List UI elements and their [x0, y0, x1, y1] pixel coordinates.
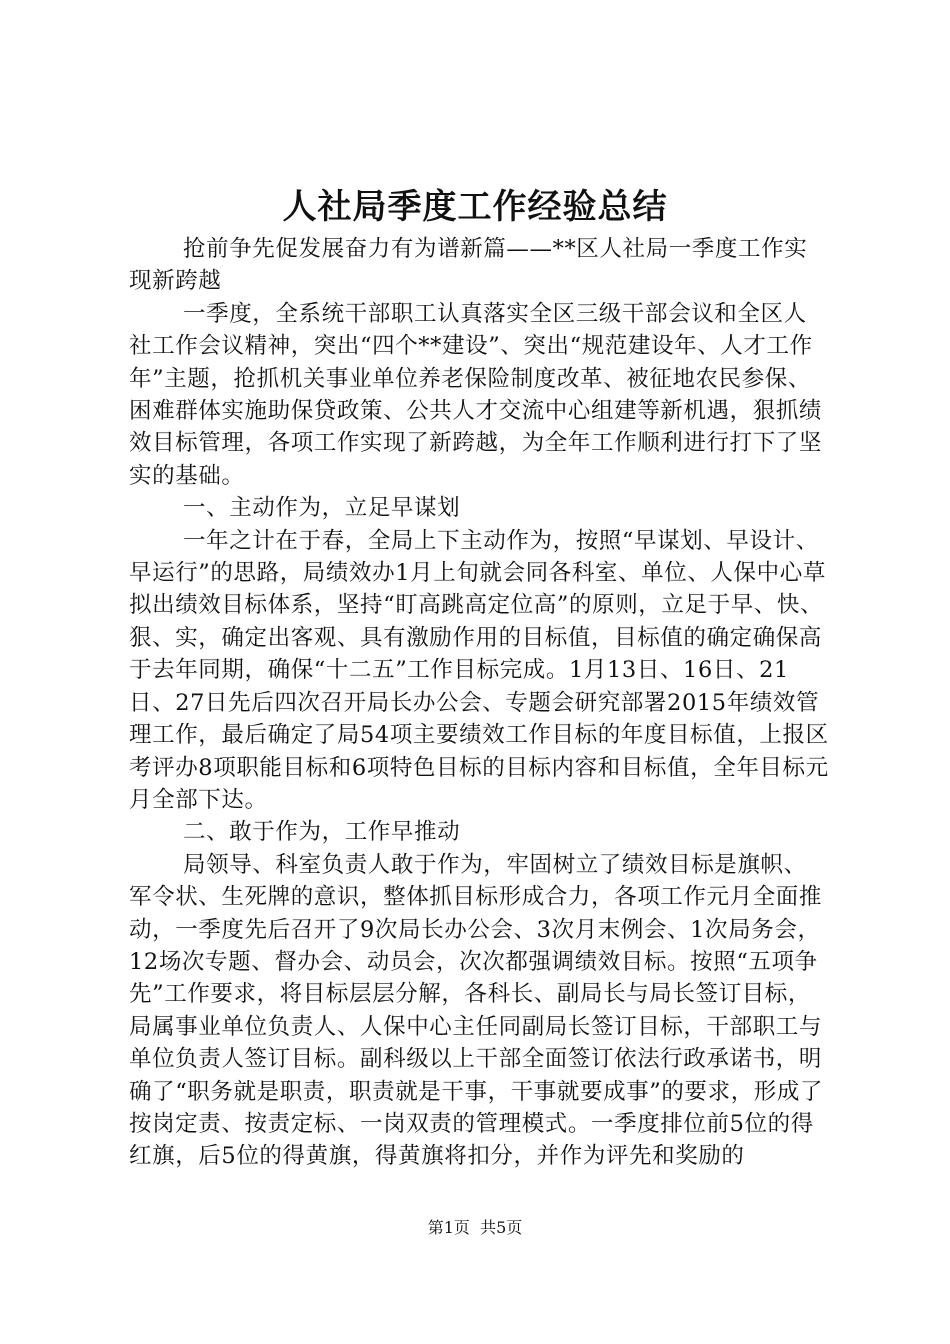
intro-paragraph: 一季度，全系统干部职工认真落实全区三级干部会议和全区人社工作会议精神，突出“四个**建设”、突出“规范建设年、人才工作年”主题，抢抓机关事业单位养老保险制度改革、被征地农民参保、困难群体实施助保贷政策、公共人才交流中心组建等新机遇，狠抓绩效目标管理，各项工作实现了新跨越，为全年工作顺利进行打下了坚实的基础。	[129, 300, 823, 489]
document-body	[129, 233, 829, 1173]
page-total: 共5页	[480, 1218, 523, 1237]
page-number: 第1页	[427, 1218, 470, 1237]
section-2-paragraph: 局领导、科室负责人敢于作为，牢固树立了绩效目标是旗帜、军令状、生死牌的意识，整体抓目标形成合力，各项工作元月全面推动，一季度先后召开了9次局长办公会、3次月末例会、1次局务会，12场次专题、督办会、动员会，次次都强调绩效目标。按照“五项争先”工作要求，将目标层层分解，各科长、副局长与局长签订目标，局属事业单位负责人、人保中心主任同副局长签订目标，干部职工与单位负责人签订目标。副科级以上干部全面签订依法行政承诺书，明确了“职务就是职责，职责就是干事，干事就要成事”的要求，形成了按岗定责、按责定标、一岗双责的管理模式。一季度排位前5位的得红旗，后5位的得黄旗，得黄旗将扣分，并作为评先和奖励的	[129, 851, 824, 1170]
section-1-paragraph: 一年之计在于春，全局上下主动作为，按照“早谋划、早设计、早运行”的思路，局绩效办1月上旬就会同各科室、单位、人保中心草拟出绩效目标体系，坚持“盯高跳高定位高”的原则，立足于早、快、狠、实，确定出客观、具有激励作用的目标值，目标值的确定确保高于去年同期，确保“十二五”工作目标完成。1月13日、16日、21日、27日先后四次召开局长办公会、专题会研究部署2015年绩效管理工作，最后确定了局54项主要绩效工作目标的年度目标值，上报区考评办8项职能目标和6项特色目标的目标内容和目标值，全年目标元月全部下达。	[129, 527, 829, 813]
footer-gap	[470, 1218, 480, 1237]
section-heading-1: 一、主动作为，立足早谋划	[183, 495, 461, 522]
section-heading-2: 二、敢于作为，工作早推动	[183, 819, 461, 846]
subtitle-paragraph: 抢前争先促发展奋力有为谱新篇——**区人社局一季度工作实现新跨越	[129, 236, 808, 295]
document-title: 人社局季度工作经验总结	[282, 187, 668, 227]
page-footer	[0, 1216, 950, 1240]
